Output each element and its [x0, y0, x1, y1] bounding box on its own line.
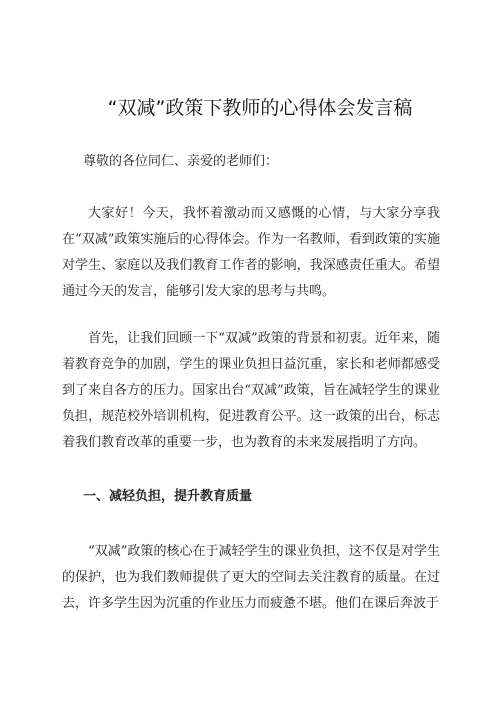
section-heading: 一、减轻负担，提升教育质量: [83, 489, 253, 504]
paragraph-background: 首先，让我们回顾一下“双减”政策的背景和初衷。近年来，随着教育竞争的加剧，学生的课业负担日益沉重，家长和老师都感受到了来自各方的压力。国家出台“双减”政策，旨在减轻学生的课业负担，规范校外培训机构，促进教育公平。这一政策的出台，标志着我们教育改革的重要一步，也为教育的未来发展指明了方向。: [62, 331, 440, 450]
paragraph-section-one: “双减”政策的核心在于减轻学生的课业负担，这不仅是对学生的保护，也为我们教师提供了更大的空间去关注教育的质量。在过去，许多学生因为沉重的作业压力而疲惫不堪。他们在课后奔波于: [62, 544, 440, 611]
paragraph-intro: 大家好！今天，我怀着激动而又感慨的心情，与大家分享我在“双减”政策实施后的心得体会。作为一名教师，看到政策的实施对学生、家庭以及我们教育工作者的影响，我深感责任重大。希望通过今天的发言，能够引发大家的思考与共鸣。: [62, 206, 440, 299]
document-title: “双减”政策下教师的心得体会发言稿: [107, 97, 413, 119]
salutation: 尊敬的各位同仁、亲爱的老师们：: [83, 154, 279, 169]
